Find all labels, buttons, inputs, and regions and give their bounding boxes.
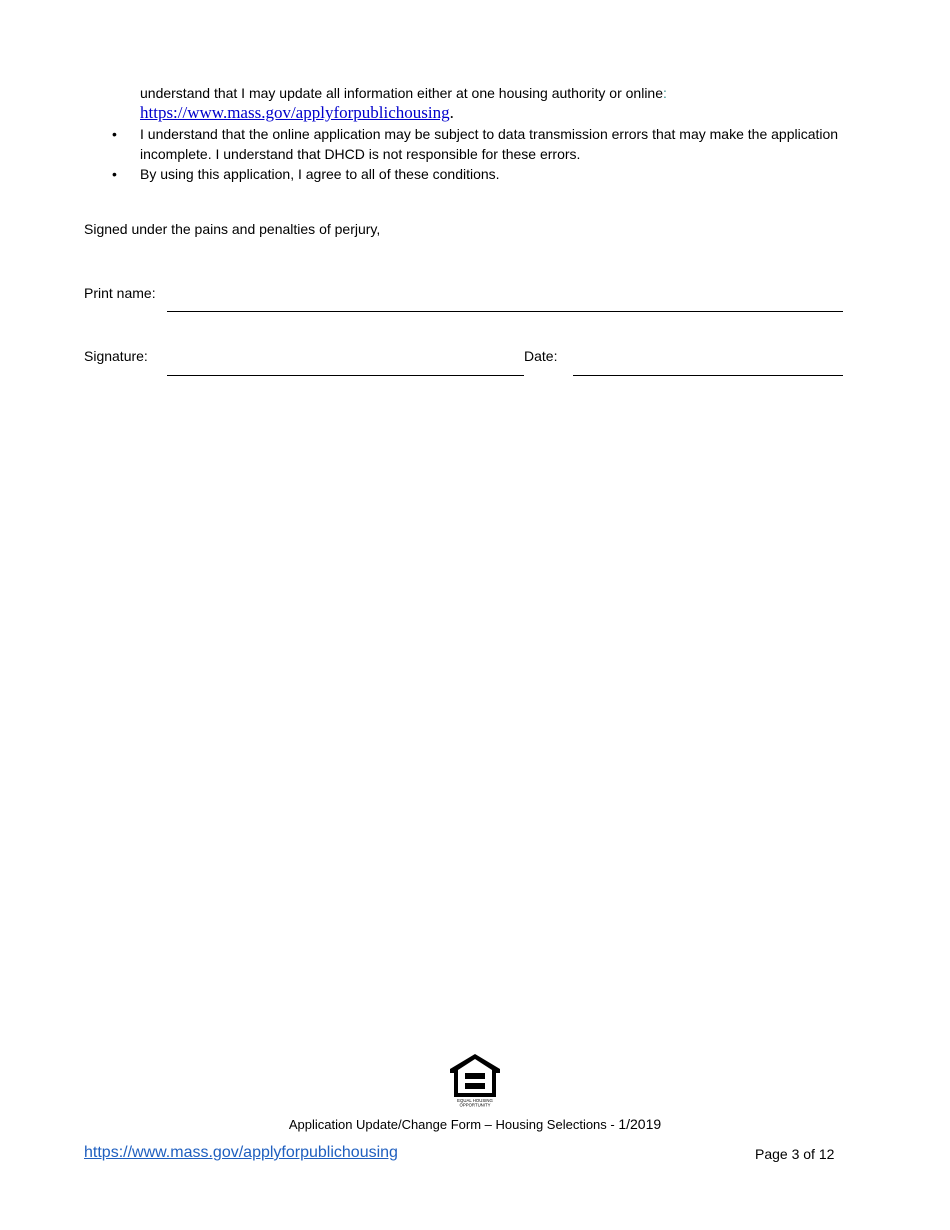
list-item [108,164,868,184]
footer-url-link[interactable]: https://www.mass.gov/applyforpublichousing [84,1144,398,1161]
continued-colon: : [663,85,667,101]
apply-link[interactable]: https://www.mass.gov/applyforpublichousing [140,103,450,122]
svg-text:OPPORTUNITY: OPPORTUNITY [459,1102,491,1107]
continued-link-line [140,102,454,124]
equal-housing-logo-icon [449,1053,501,1107]
signature-field[interactable] [167,375,524,376]
signature-label: Signature: [84,348,148,364]
footer-title-text: Application Update/Change Form – Housing Selections - [288,1117,619,1132]
list-item-text: By using this application, I agree to all of these conditions. [140,166,500,182]
signed-statement: Signed under the pains and penalties of perjury, [84,221,381,237]
print-name-field[interactable] [167,311,843,312]
date-field[interactable] [573,375,843,376]
footer-form-title [0,1115,950,1134]
list-item [108,124,868,164]
continued-text: understand that I may update all information either at one housing authority or online [140,85,663,101]
continued-period: . [449,103,454,122]
list-item-text: I understand that the online application may be subject to data transmission errors that may make the application incomplete. I understand that DHCD is not responsible for these errors. [140,126,839,162]
svg-text:EQUAL HOUSING: EQUAL HOUSING [457,1098,493,1103]
continued-paragraph [140,83,667,103]
date-label: Date: [524,348,558,364]
print-name-label: Print name: [84,285,156,301]
conditions-list [108,124,868,184]
bullet-icon: • [112,126,117,142]
footer-year: 1/2019 [618,1116,662,1132]
page-number: Page 3 of 12 [755,1146,835,1162]
bullet-icon: • [112,166,117,182]
